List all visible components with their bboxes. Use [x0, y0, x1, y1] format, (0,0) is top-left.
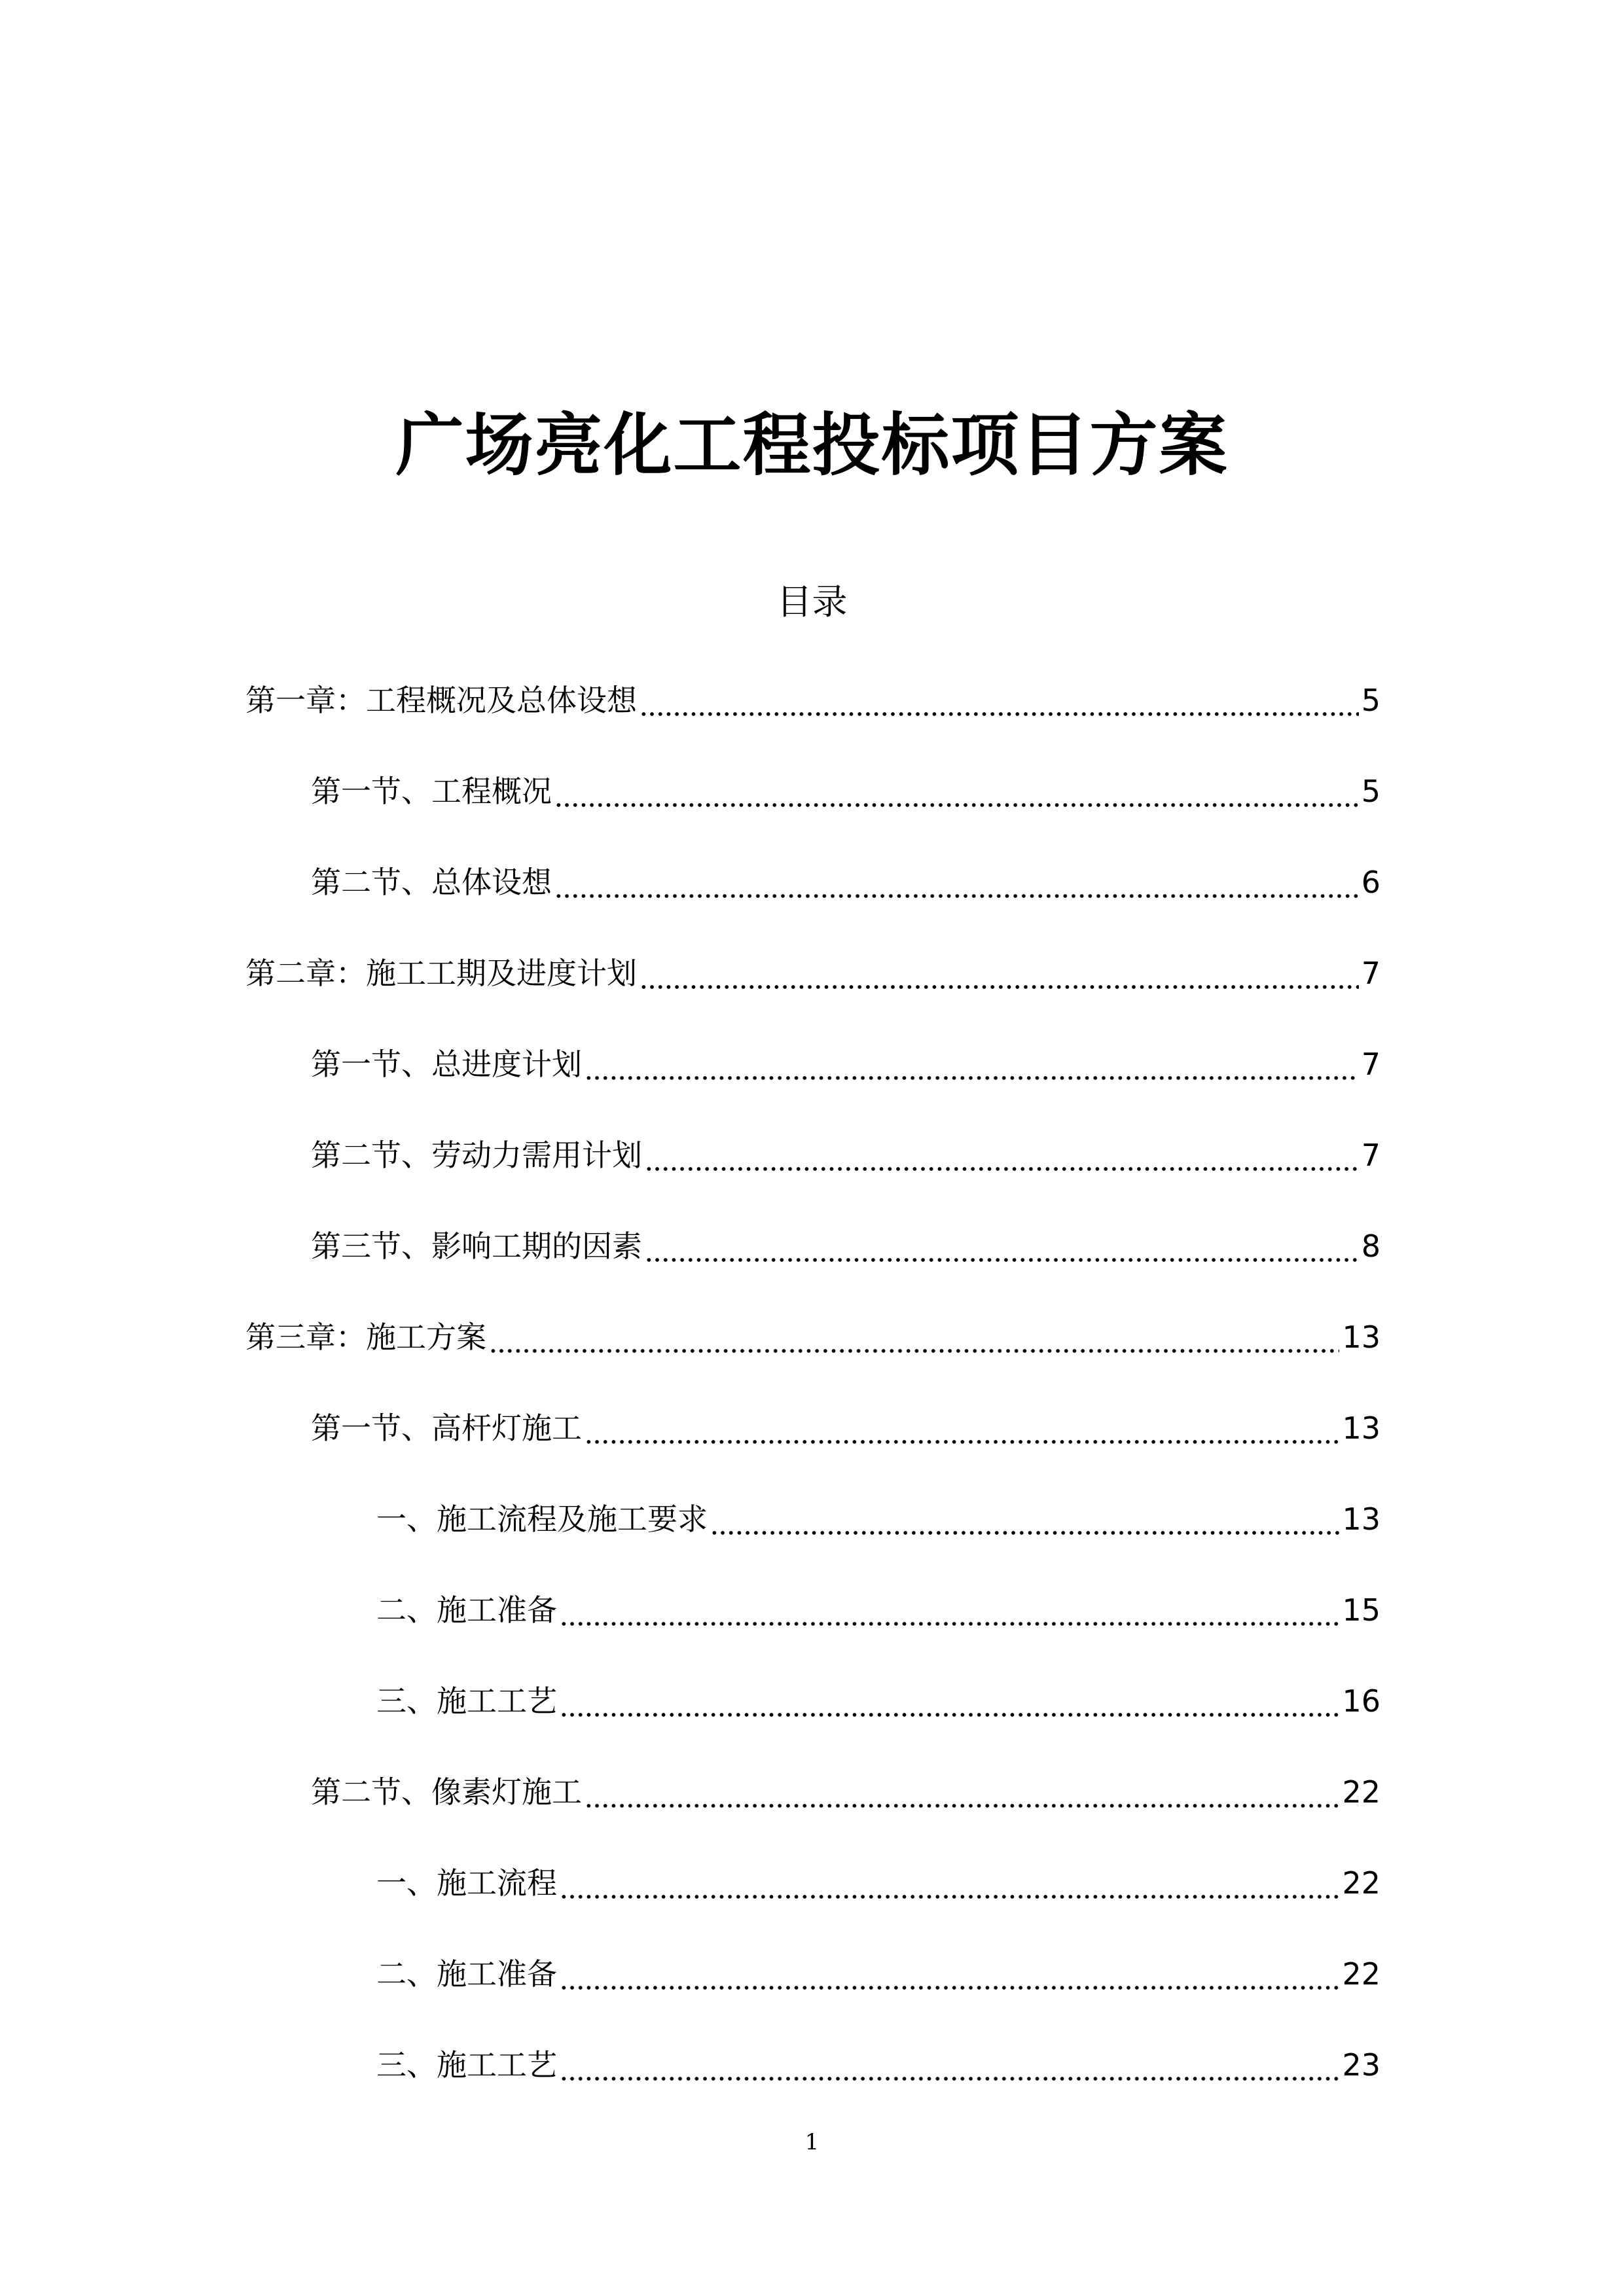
toc-entry[interactable]: [376, 2039, 1380, 2091]
toc-leader-dots: [640, 704, 1359, 724]
toc-entry-page: 16: [1342, 1683, 1380, 1719]
toc-entry-page: 22: [1342, 1956, 1380, 1992]
toc-heading: 目录: [776, 581, 848, 622]
toc-leader-dots: [640, 977, 1359, 997]
toc-entry[interactable]: [376, 1675, 1380, 1727]
toc-entry-page: 22: [1342, 1865, 1380, 1901]
toc-entry-page: 6: [1361, 865, 1380, 900]
toc-leader-dots: [585, 1068, 1359, 1088]
toc-entry-page: 7: [1361, 956, 1380, 991]
toc-entry-label: 第二节、总体设想: [311, 865, 552, 900]
toc-entry[interactable]: [311, 1402, 1380, 1454]
toc-entry-page: 23: [1342, 2047, 1380, 2083]
toc-entry[interactable]: [245, 1311, 1380, 1363]
toc-entry-label: 第一节、高杆灯施工: [311, 1410, 582, 1446]
toc-entry[interactable]: [311, 1038, 1380, 1090]
toc-leader-dots: [645, 1159, 1359, 1179]
toc-leader-dots: [560, 2069, 1339, 2089]
toc-entry[interactable]: [311, 856, 1380, 908]
toc-leader-dots: [585, 1796, 1339, 1816]
toc-leader-dots: [560, 1614, 1339, 1634]
toc-entry-label: 三、施工工艺: [376, 1683, 557, 1719]
toc-entry-label: 一、施工流程: [376, 1865, 557, 1901]
toc-entry-page: 15: [1342, 1592, 1380, 1628]
toc-leader-dots: [585, 1432, 1339, 1452]
toc-entry-label: 第二节、劳动力需用计划: [311, 1138, 642, 1173]
toc-entry[interactable]: [376, 1493, 1380, 1545]
toc-entry[interactable]: [311, 1766, 1380, 1818]
toc-entry-label: 第三节、影响工期的因素: [311, 1229, 642, 1264]
toc-entry-label: 三、施工工艺: [376, 2047, 557, 2083]
toc-entry[interactable]: [376, 1857, 1380, 1909]
toc-entry-label: 第一节、工程概况: [311, 774, 552, 809]
toc-leader-dots: [560, 1705, 1339, 1725]
toc-entry-page: 13: [1342, 1319, 1380, 1355]
toc-entry-label: 第二章：施工工期及进度计划: [245, 956, 637, 991]
toc-leader-dots: [560, 1887, 1339, 1907]
toc-entry-label: 一、施工流程及施工要求: [376, 1501, 708, 1537]
toc-leader-dots: [645, 1250, 1359, 1270]
toc-entry-page: 5: [1361, 683, 1380, 718]
toc-entry-page: 8: [1361, 1229, 1380, 1264]
toc-entry[interactable]: [311, 1129, 1380, 1181]
toc-leader-dots: [554, 886, 1359, 906]
toc-entry-page: 7: [1361, 1047, 1380, 1082]
toc-leader-dots: [489, 1341, 1339, 1361]
toc-entry[interactable]: [245, 674, 1380, 726]
toc-entry-page: 22: [1342, 1774, 1380, 1810]
toc-entry-label: 二、施工准备: [376, 1956, 557, 1992]
toc-entry-label: 第一章：工程概况及总体设想: [245, 683, 637, 718]
toc-entry-label: 二、施工准备: [376, 1592, 557, 1628]
toc-entry-label: 第三章：施工方案: [245, 1319, 486, 1355]
toc-entry[interactable]: [376, 1584, 1380, 1636]
toc-leader-dots: [560, 1978, 1339, 1998]
toc-entry-label: 第一节、总进度计划: [311, 1047, 582, 1082]
toc-entry-page: 7: [1361, 1138, 1380, 1173]
document-title: 广场亮化工程投标项目方案: [395, 404, 1229, 485]
toc-entry-page: 13: [1342, 1501, 1380, 1537]
toc-entry[interactable]: [311, 1220, 1380, 1272]
toc-leader-dots: [710, 1523, 1339, 1543]
toc-leader-dots: [554, 795, 1359, 815]
toc-entry[interactable]: [311, 765, 1380, 817]
toc-entry[interactable]: [245, 947, 1380, 999]
toc-entry-label: 第二节、像素灯施工: [311, 1774, 582, 1810]
toc-entry[interactable]: [376, 1948, 1380, 2000]
toc-entry-page: 13: [1342, 1410, 1380, 1446]
page-number: 1: [804, 2129, 820, 2155]
toc-entry-page: 5: [1361, 774, 1380, 809]
